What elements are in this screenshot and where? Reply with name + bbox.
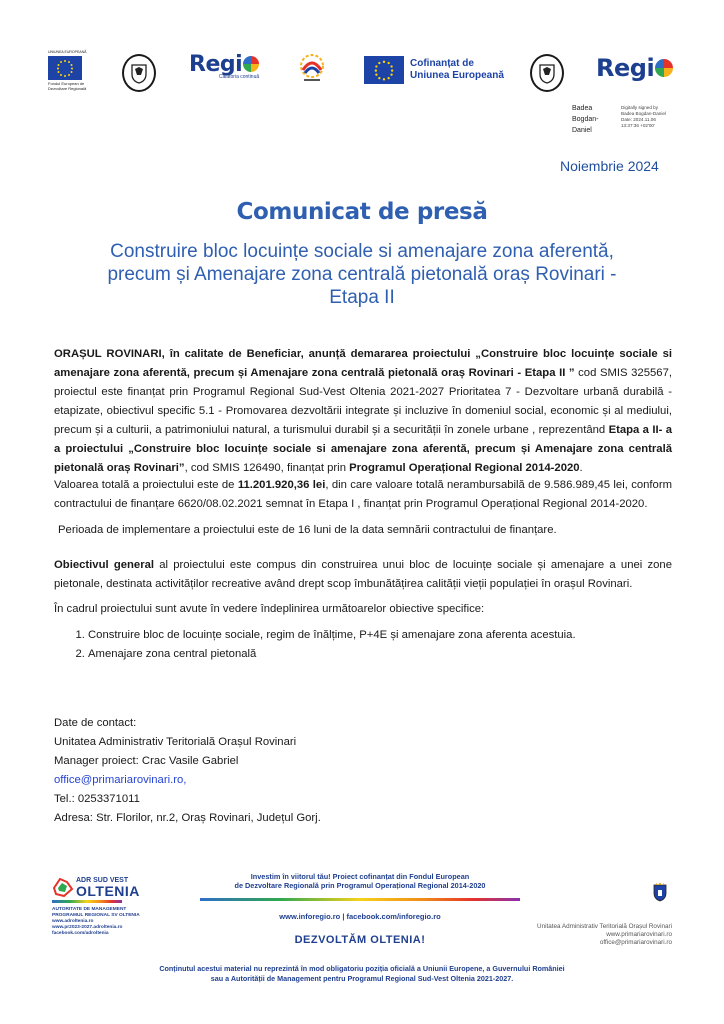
eu-fund-caption: Fondul European de Dezvoltare Regională	[48, 81, 87, 91]
paragraph-period: Perioada de implementare a proiectului este de 16 luni de la data semnării contractului de finanțare.	[58, 524, 557, 536]
adr-link[interactable]: www.pr2023-2027.adroltenia.ro	[52, 925, 123, 930]
disclaimer-line: sau a Autorității de Management pentru Programul Regional Sud-Vest Oltenia 2021-2027.	[210, 974, 514, 983]
uat-link[interactable]: www.primariarovinari.ro	[606, 931, 672, 938]
footer-uat	[470, 923, 672, 947]
paragraph-value	[54, 476, 672, 514]
value-text: , din care valoare totală nerambursabilă de 9.586.989,45 lei, conform contractului de finanțare 6620/08.02.2021 semnat în Etapa I , finanțat prin Programul Operațional Regional 2014-2020.	[54, 479, 672, 510]
signature-name-line: Daniel	[572, 127, 592, 134]
subtitle-line: Construire bloc locuințe sociale si amenajare zona aferentă,	[110, 241, 614, 262]
eu-flag-icon	[48, 56, 82, 80]
adr-oltenia-icon	[52, 876, 74, 898]
general-objective-text: al proiectului este compus din construirea unui bloc de locuințe sociale și amenajare a unei zone pietonale, destinata activităților recreative având drept scop îmbunătățirea calității vieții populației în orașul Rovinari.	[54, 559, 672, 590]
intro-bold-program: Programul Operațional Regional 2014-2020	[349, 462, 580, 474]
regio-word: Regi	[596, 54, 655, 82]
contact-org: Unitatea Administrativ Teritorială Orașul Rovinari	[54, 736, 297, 748]
signature-name-line: Badea	[572, 105, 593, 112]
cofinantat-line2: Uniunea Europeană	[410, 70, 504, 81]
presidency-emblem-icon	[295, 50, 329, 84]
crest-romania-left	[122, 54, 156, 92]
signature-detail-line: Badea Bogdan-Daniel	[621, 111, 666, 116]
contact-address: Adresa: Str. Florilor, nr.2, Oraș Rovinari, Județul Gorj.	[54, 812, 321, 824]
uat-crest	[652, 882, 668, 907]
signature-detail-line: 13:37:36 +02'00'	[621, 123, 655, 128]
digital-signature-block[interactable]	[621, 105, 666, 129]
eu-fund-caption-top: UNIUNEA EUROPEANĂ	[48, 50, 87, 54]
intro-bold-stage: Etapa a II- a a proiectului „Construire bloc locuințe sociale si amenajare zona aferentă, precum și Amenajare zona centrală pietonală oraș Rovinari”	[54, 424, 672, 474]
adr-word: OLTENIA	[76, 882, 140, 899]
contact-heading: Date de contact:	[54, 717, 137, 729]
general-objective-label: Obiectivul general	[54, 559, 155, 571]
subtitle-line: Etapa II	[329, 287, 395, 308]
adr-link[interactable]: www.adroltenia.ro	[52, 919, 94, 924]
signature-name-line: Bogdan-	[572, 116, 599, 123]
contact-manager: Manager proiect: Crac Vasile Gabriel	[54, 755, 239, 767]
crest-romania-right	[530, 54, 564, 92]
regio-word: Regi	[189, 52, 243, 77]
footer-links[interactable]: www.inforegio.ro | facebook.com/inforegio.ro	[279, 912, 441, 921]
invest-line: Investim în viitorul tău! Proiect cofinanțat din Fondul European	[250, 872, 470, 881]
disclaimer-line: Conținutul acestui material nu reprezintă în mod obligatoriu poziția oficială a Uniunii Europene, a Guvernului României	[159, 964, 565, 973]
paragraph-specific-objectives: În cadrul proiectului sunt avute în vedere îndeplinirea următoarelor obiective specifice:	[54, 603, 485, 615]
objectives-list	[54, 626, 672, 664]
signature-detail-line: Digitally signed by	[621, 105, 659, 110]
uat-line: Unitatea Administrativ Teritorială Orașul Rovinari	[537, 923, 672, 930]
adr-line: AUTORITATE DE MANAGEMENT	[52, 907, 127, 912]
regio-caption: Călătoria continuă	[218, 74, 260, 80]
footer-disclaimer	[60, 964, 664, 984]
intro-text: cod SMIS 325567, proiectul este finanțat prin Programul Regional Sud-Vest Oltenia 2021-2027 Prioritatea 7 - Dezvoltare urbană durabilă - etapizate, obiectivul specific 5.1 - Promovarea dezvoltării integrate și incluzive în domeniul social, economic și al mediului, precum și a culturii, a patrimoniului natural, a turismului durabil și a securității în zonele urbane , reprezentând	[54, 367, 672, 436]
coat-of-arms-icon	[122, 54, 156, 92]
uat-email[interactable]: office@primariarovinari.ro	[599, 939, 672, 946]
logo-eu-fund	[48, 50, 94, 91]
signature-name	[572, 103, 598, 136]
list-item: 2. Amenajare zona central pietonală	[88, 645, 672, 664]
invest-line: de Dezvoltare Regională prin Programul Operațional Regional 2014-2020	[234, 881, 486, 890]
contact-email-link[interactable]: office@primariarovinari.ro,	[54, 774, 187, 786]
eu-flag-icon	[364, 56, 404, 84]
total-value: 11.201.920,36 lei	[237, 479, 326, 491]
adr-line: PROGRAMUL REGIONAL SV OLTENIA	[52, 913, 140, 918]
list-item: 1. Construire bloc de locuințe sociale, regim de înălțime, P+4E și amenajare zona aferenta acestuia.	[88, 626, 672, 645]
regio-o-icon	[243, 56, 259, 72]
logo-regio-left	[189, 52, 259, 80]
contact-phone: Tel.: 0253371011	[54, 793, 140, 805]
signature-detail-line: Date: 2024.11.06	[621, 117, 656, 122]
intro-bold-project: ORAȘUL ROVINARI, în calitate de Beneficiar, anunță demararea proiectului „Construire bloc locuințe sociale si amenajare zona aferentă, precum și Amenajare zona centrală pietonală oraș Rovinari - Etapa II ”	[54, 348, 672, 379]
value-text: Valoarea totală a proiectului este de	[54, 479, 238, 491]
subtitle-line: precum și Amenajare zona centrală pietonală oraș Rovinari -	[107, 264, 617, 285]
regio-o-icon	[655, 59, 673, 77]
cofinantat-line1: Cofinanțat de	[410, 58, 474, 69]
intro-text: , cod SMIS 126490, finanțat prin	[184, 462, 350, 474]
paragraph-general-objective	[54, 556, 672, 594]
document-date: Noiembrie 2024	[560, 158, 659, 174]
logo-presidency	[295, 50, 329, 89]
logo-adr-oltenia	[52, 876, 172, 937]
coat-of-arms-icon	[530, 54, 564, 92]
uat-crest-icon	[652, 882, 668, 902]
adr-top: ADR SUD VEST	[76, 876, 129, 884]
logo-cofinantat	[364, 56, 504, 84]
logo-regio-right	[596, 54, 673, 82]
contact-block	[54, 714, 321, 828]
adr-link[interactable]: facebook.com/adroltenia	[52, 931, 109, 936]
paragraph-intro	[54, 345, 672, 478]
page-title: Comunicat de presă	[236, 199, 488, 225]
page-subtitle	[40, 240, 684, 309]
rainbow-divider	[200, 898, 520, 901]
footer-invest	[200, 872, 520, 890]
footer-slogan: DEZVOLTĂM OLTENIA!	[294, 934, 426, 946]
rainbow-divider	[52, 900, 122, 903]
intro-text: .	[579, 462, 583, 474]
